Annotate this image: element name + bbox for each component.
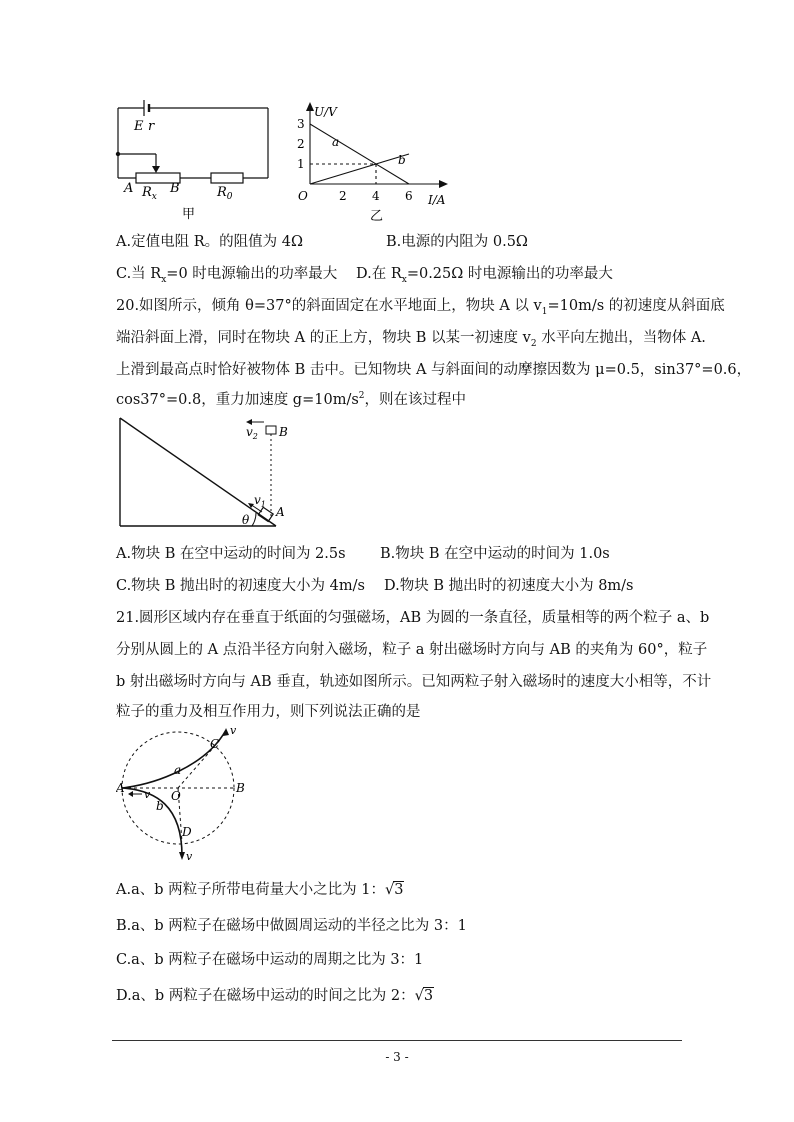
point-D-label: D [182,825,192,839]
x-tick-2: 2 [339,189,347,203]
y-axis-label: U/V [314,105,337,119]
y-tick-2: 2 [297,137,305,151]
page-number: - 3 - [385,1050,409,1064]
q20-option-c: C.物块 B 抛出时的初速度大小为 4m/s [116,578,365,594]
q20-stem-line-4: cos37°=0.8，重力加速度 $g=10m/s^2$，则在该过程中 [116,391,467,408]
battery-E-label: E [134,119,144,134]
magnetic-field-figure [116,726,266,862]
y-tick-3: 3 [297,117,305,131]
y-tick-1: 1 [297,157,305,171]
footer-divider [112,1040,682,1041]
q20-stem-line-2: 端沿斜面上滑，同时在物块 A 的正上方，物块 B 以某一初速度 $v_2$ 水平向左抛出，当物体 A. [116,330,706,349]
x-tick-4: 4 [372,189,380,203]
node-B-label: B [170,181,180,196]
battery-r-label: r [148,119,155,134]
q20-option-a: A.物块 B 在空中运动的时间为 2.5s [116,546,346,562]
q19-option-b: B.电源的内阻为 0.5Ω [386,234,528,250]
q21-stem-line-4: 粒子的重力及相互作用力，则下列说法正确的是 [116,704,421,720]
velocity-d-label: v [186,850,193,862]
incline-figure [112,412,302,534]
q21-option-c: C.a、b 两粒子在磁场中运动的周期之比为 3：1 [116,952,424,968]
v1-label: $v_1$ [254,493,266,509]
x-tick-6: 6 [405,189,413,203]
q20-option-d: D.物块 B 抛出时的初速度大小为 8m/s [384,578,634,594]
r0-label: $R_0$ [217,185,233,202]
block-B-label: B [279,425,288,439]
point-C-label: C [210,737,220,751]
q20-stem-line-3: 上滑到最高点时恰好被物体 B 击中。已知物块 A 与斜面间的动摩擦因数为 μ=0.5，sin37°=0.6， [116,362,752,378]
q19-option-d: D.在 $R_x=0.25\Omega$ 时电源输出的功率最大 [356,266,613,285]
theta-label: θ [242,513,250,527]
center-O-label: O [171,789,181,803]
q21-option-b: B.a、b 两粒子在磁场中做圆周运动的半径之比为 3：1 [116,918,467,934]
point-B-label: B [236,781,245,795]
v2-label: $v_2$ [246,425,258,441]
q21-stem-line-1: 21.圆形区域内存在垂直于纸面的匀强磁场，AB 为圆的一条直径，质量相等的两个粒子 a、b [116,610,710,626]
velocity-c-label: v [230,726,237,737]
origin-label: O [298,189,308,203]
q21-option-d: D.a、b 两粒子在磁场中运动的时间之比为 2：√3 [116,988,434,1004]
q21-option-a: A.a、b 两粒子所带电荷量大小之比为 1：√3 [116,882,404,898]
line-b-label: b [398,153,406,167]
figure-caption-yi: 乙 [370,209,384,222]
particle-a-label: a [174,763,182,777]
line-a-label: a [332,135,340,149]
point-A-label: A [116,781,125,795]
circuit-figure [110,96,280,224]
q21-stem-line-2: 分别从圆上的 A 点沿半径方向射入磁场，粒子 a 射出磁场时方向与 AB 的夹角为 60°，粒子 [116,642,708,658]
x-axis-label: I/A [428,193,446,207]
q19-option-c: C.当 $R_x=0$ 时电源输出的功率最大 [116,266,338,285]
particle-b-label: b [156,799,164,813]
block-A-label: A [276,505,285,519]
ui-graph [292,100,462,222]
figure-caption-jia: 甲 [182,207,196,222]
sqrt-symbol: √3 [384,882,404,898]
q20-stem-line-1: 20.如图所示，倾角 θ=37°的斜面固定在水平地面上，物块 A 以 $v_1=10m/s$ 的初速度从斜面底 [116,298,725,317]
node-A-label: A [124,181,134,196]
velocity-in-label: v [144,788,151,801]
sqrt-symbol: √3 [414,988,434,1004]
q19-option-a: A.定值电阻 R。的阻值为 4Ω [116,234,303,250]
rx-label: $R_x$ [142,185,157,202]
q21-stem-line-3: b 射出磁场时方向与 AB 垂直，轨迹如图所示。已知两粒子射入磁场时的速度大小相等，不计 [116,674,712,690]
q20-option-b: B.物块 B 在空中运动的时间为 1.0s [380,546,610,562]
